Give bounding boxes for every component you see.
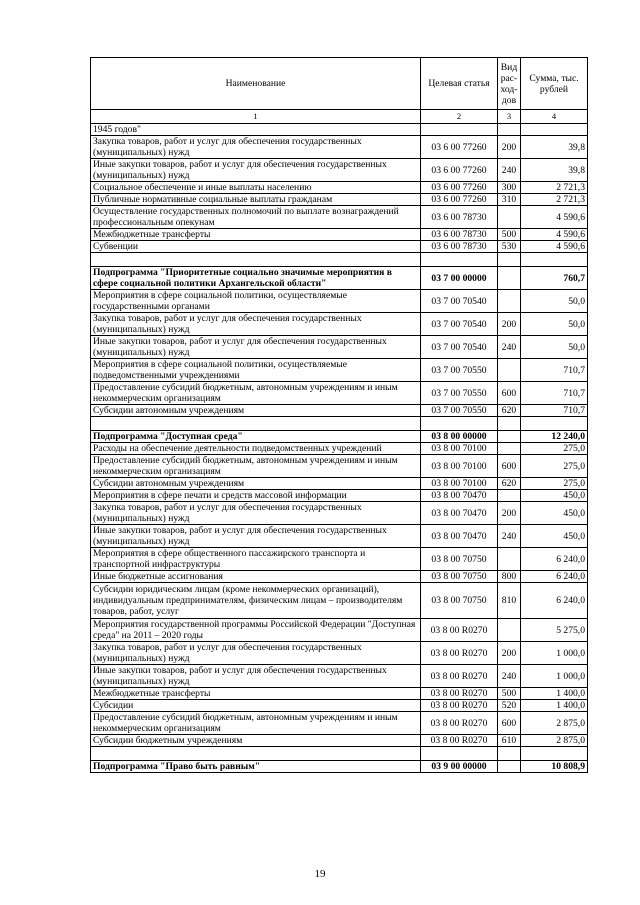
row-name: Подпрограмма "Приоритетные социально значимые мероприятия в сфере социальной политики Архангельской области" [91, 267, 421, 290]
table-row [91, 313, 588, 336]
row-code: 03 8 00 70750 [421, 583, 498, 619]
row-type: 240 [498, 665, 521, 688]
row-name: Иные закупки товаров, работ и услуг для обеспечения государственных (муниципальных) нужд [91, 525, 421, 548]
row-code: 03 6 00 78730 [421, 206, 498, 229]
row-code: 03 8 00 70470 [421, 525, 498, 548]
row-name: Иные закупки товаров, работ и услуг для обеспечения государственных (муниципальных) нужд [91, 665, 421, 688]
row-code [421, 747, 498, 761]
row-code: 03 8 00 R0270 [421, 735, 498, 747]
blank-row [91, 417, 588, 431]
row-name: Субсидии автономным учреждениям [91, 478, 421, 490]
row-type: 810 [498, 583, 521, 619]
row-type: 520 [498, 700, 521, 712]
table-row [91, 548, 588, 571]
row-sum: 4 590,6 [521, 206, 588, 229]
row-name: Субсидии бюджетным учреждениям [91, 735, 421, 747]
row-code: 03 6 00 77260 [421, 182, 498, 194]
row-sum: 12 240,0 [521, 431, 588, 443]
row-name: Закупка товаров, работ и услуг для обеспечения государственных (муниципальных) нужд [91, 136, 421, 159]
row-type: 600 [498, 382, 521, 405]
row-name: Субсидии автономным учреждениям [91, 405, 421, 417]
row-code: 03 6 00 78730 [421, 229, 498, 241]
row-sum: 275,0 [521, 455, 588, 478]
row-type [498, 548, 521, 571]
row-name: Межбюджетные трансферты [91, 229, 421, 241]
row-name: Закупка товаров, работ и услуг для обеспечения государственных (муниципальных) нужд [91, 502, 421, 525]
row-type: 600 [498, 455, 521, 478]
row-sum: 1 000,0 [521, 642, 588, 665]
row-sum: 710,7 [521, 405, 588, 417]
row-name: Мероприятия в сфере социальной политики, осуществляемые подведомственными учреждениями [91, 359, 421, 382]
row-code: 03 8 00 R0270 [421, 712, 498, 735]
row-type [498, 761, 521, 773]
row-name: Подпрограмма "Право быть равным" [91, 761, 421, 773]
column-number: 2 [421, 110, 498, 124]
row-type: 800 [498, 571, 521, 583]
table-row [91, 159, 588, 182]
row-code: 03 8 00 70750 [421, 571, 498, 583]
row-sum: 50,0 [521, 290, 588, 313]
row-sum: 760,7 [521, 267, 588, 290]
row-code: 03 8 00 00000 [421, 431, 498, 443]
row-code: 03 9 00 00000 [421, 761, 498, 773]
table-row [91, 571, 588, 583]
table-row [91, 502, 588, 525]
row-type: 200 [498, 136, 521, 159]
row-sum: 1 400,0 [521, 688, 588, 700]
row-type [498, 747, 521, 761]
table-row [91, 735, 588, 747]
table-row [91, 359, 588, 382]
row-type: 500 [498, 688, 521, 700]
row-type [498, 619, 521, 642]
column-number: 1 [91, 110, 421, 124]
subprogram-row [91, 761, 588, 773]
row-type: 300 [498, 182, 521, 194]
row-type: 530 [498, 241, 521, 253]
row-name: Иные закупки товаров, работ и услуг для обеспечения государственных (муниципальных) нужд [91, 159, 421, 182]
row-type: 200 [498, 313, 521, 336]
table-row [91, 241, 588, 253]
row-type: 500 [498, 229, 521, 241]
table-row [91, 405, 588, 417]
table-row [91, 583, 588, 619]
row-sum: 39,8 [521, 136, 588, 159]
row-name: Предоставление субсидий бюджетным, автономным учреждениям и иным некоммерческим организациям [91, 455, 421, 478]
row-name: Иные бюджетные ассигнования [91, 571, 421, 583]
row-sum: 1 400,0 [521, 700, 588, 712]
row-sum: 2 875,0 [521, 712, 588, 735]
table-row [91, 525, 588, 548]
table-row [91, 443, 588, 455]
row-code: 03 8 00 70100 [421, 455, 498, 478]
table-row [91, 290, 588, 313]
table-row [91, 700, 588, 712]
row-name [91, 253, 421, 267]
row-sum: 10 808,9 [521, 761, 588, 773]
row-code: 03 7 00 70540 [421, 336, 498, 359]
row-name: Межбюджетные трансферты [91, 688, 421, 700]
table-row [91, 194, 588, 206]
row-code: 03 7 00 70550 [421, 405, 498, 417]
table-row [91, 712, 588, 735]
table-row [91, 619, 588, 642]
row-sum: 6 240,0 [521, 548, 588, 571]
row-type [498, 267, 521, 290]
row-sum: 4 590,6 [521, 241, 588, 253]
row-type: 600 [498, 712, 521, 735]
row-code: 03 8 00 R0270 [421, 688, 498, 700]
table-row [91, 665, 588, 688]
row-name [91, 747, 421, 761]
column-number: 4 [521, 110, 588, 124]
row-sum: 50,0 [521, 313, 588, 336]
row-code: 03 8 00 70100 [421, 478, 498, 490]
table-row [91, 182, 588, 194]
row-name: Подпрограмма "Доступная среда" [91, 431, 421, 443]
row-type [498, 443, 521, 455]
row-name: Иные закупки товаров, работ и услуг для обеспечения государственных (муниципальных) нужд [91, 336, 421, 359]
row-name: Субсидии юридическим лицам (кроме некоммерческих организаций), индивидуальным предпринимателям, физическим лицам – производителям товаров, работ, услуг [91, 583, 421, 619]
column-number-row [91, 110, 588, 124]
table-row [91, 136, 588, 159]
row-type [498, 359, 521, 382]
row-type [498, 124, 521, 136]
row-sum: 275,0 [521, 478, 588, 490]
row-code: 03 8 00 R0270 [421, 665, 498, 688]
row-type [498, 431, 521, 443]
row-name: Осуществление государственных полномочий по выплате вознаграждений профессиональным опекунам [91, 206, 421, 229]
table-row [91, 455, 588, 478]
row-sum: 450,0 [521, 502, 588, 525]
row-name: Предоставление субсидий бюджетным, автономным учреждениям и иным некоммерческим организациям [91, 712, 421, 735]
row-code: 03 6 00 78730 [421, 241, 498, 253]
row-sum: 450,0 [521, 525, 588, 548]
row-name: Мероприятия в сфере общественного пассажирского транспорта и транспортной инфраструктуры [91, 548, 421, 571]
row-type: 240 [498, 159, 521, 182]
row-type: 610 [498, 735, 521, 747]
row-sum: 5 275,0 [521, 619, 588, 642]
row-type: 620 [498, 405, 521, 417]
row-type [498, 290, 521, 313]
row-name: Закупка товаров, работ и услуг для обеспечения государственных (муниципальных) нужд [91, 313, 421, 336]
header-name: Наименование [91, 58, 421, 110]
budget-table [90, 57, 588, 773]
page-number: 19 [314, 868, 326, 880]
table-header-row [91, 58, 588, 110]
row-type [498, 206, 521, 229]
row-sum: 2 721,3 [521, 182, 588, 194]
subprogram-row [91, 431, 588, 443]
row-code: 03 7 00 70550 [421, 382, 498, 405]
table-row [91, 642, 588, 665]
row-sum: 6 240,0 [521, 583, 588, 619]
header-code: Целевая статья [421, 58, 498, 110]
row-sum: 39,8 [521, 159, 588, 182]
table-row [91, 382, 588, 405]
row-name: Мероприятия в сфере печати и средств массовой информации [91, 490, 421, 502]
row-type: 240 [498, 336, 521, 359]
table-row [91, 688, 588, 700]
table-row [91, 206, 588, 229]
row-sum: 6 240,0 [521, 571, 588, 583]
column-number: 3 [498, 110, 521, 124]
row-sum [521, 124, 588, 136]
row-code [421, 417, 498, 431]
row-code: 03 8 00 R0270 [421, 619, 498, 642]
row-sum: 710,7 [521, 382, 588, 405]
row-sum [521, 417, 588, 431]
row-code: 03 7 00 00000 [421, 267, 498, 290]
table-row [91, 478, 588, 490]
row-code [421, 253, 498, 267]
row-type: 310 [498, 194, 521, 206]
row-name: Публичные нормативные социальные выплаты гражданам [91, 194, 421, 206]
row-type: 200 [498, 642, 521, 665]
row-code: 03 6 00 77260 [421, 159, 498, 182]
row-code: 03 8 00 70470 [421, 490, 498, 502]
row-name: Субвенции [91, 241, 421, 253]
table-row [91, 490, 588, 502]
row-sum: 2 721,3 [521, 194, 588, 206]
row-type: 620 [498, 478, 521, 490]
row-name [91, 417, 421, 431]
row-code: 03 7 00 70540 [421, 290, 498, 313]
row-sum: 4 590,6 [521, 229, 588, 241]
row-code: 03 8 00 R0270 [421, 700, 498, 712]
row-name: 1945 годов" [91, 124, 421, 136]
row-code: 03 8 00 70100 [421, 443, 498, 455]
row-type [498, 490, 521, 502]
table-row [91, 124, 588, 136]
row-type: 240 [498, 525, 521, 548]
header-sum: Сумма, тыс. рублей [521, 58, 588, 110]
row-sum: 2 875,0 [521, 735, 588, 747]
row-name: Мероприятия государственной программы Российской Федерации "Доступная среда" на 2011 – 2020 годы [91, 619, 421, 642]
row-name: Предоставление субсидий бюджетным, автономным учреждениям и иным некоммерческим организациям [91, 382, 421, 405]
blank-row [91, 747, 588, 761]
row-sum: 710,7 [521, 359, 588, 382]
row-type: 200 [498, 502, 521, 525]
row-sum: 275,0 [521, 443, 588, 455]
row-name: Социальное обеспечение и иные выплаты населению [91, 182, 421, 194]
row-name: Мероприятия в сфере социальной политики, осуществляемые государственными органами [91, 290, 421, 313]
row-code: 03 6 00 77260 [421, 194, 498, 206]
row-sum [521, 253, 588, 267]
table-row [91, 336, 588, 359]
row-code: 03 7 00 70540 [421, 313, 498, 336]
row-name: Расходы на обеспечение деятельности подведомственных учреждений [91, 443, 421, 455]
row-code: 03 7 00 70550 [421, 359, 498, 382]
table-row [91, 229, 588, 241]
subprogram-row [91, 267, 588, 290]
row-sum: 50,0 [521, 336, 588, 359]
row-code: 03 8 00 R0270 [421, 642, 498, 665]
row-code: 03 6 00 77260 [421, 136, 498, 159]
row-code: 03 8 00 70750 [421, 548, 498, 571]
header-type: Вид рас-ход-дов [498, 58, 521, 110]
row-sum: 1 000,0 [521, 665, 588, 688]
row-code: 03 8 00 70470 [421, 502, 498, 525]
row-type [498, 417, 521, 431]
row-type [498, 253, 521, 267]
row-code [421, 124, 498, 136]
row-sum: 450,0 [521, 490, 588, 502]
row-name: Закупка товаров, работ и услуг для обеспечения государственных (муниципальных) нужд [91, 642, 421, 665]
row-name: Субсидии [91, 700, 421, 712]
blank-row [91, 253, 588, 267]
row-sum [521, 747, 588, 761]
